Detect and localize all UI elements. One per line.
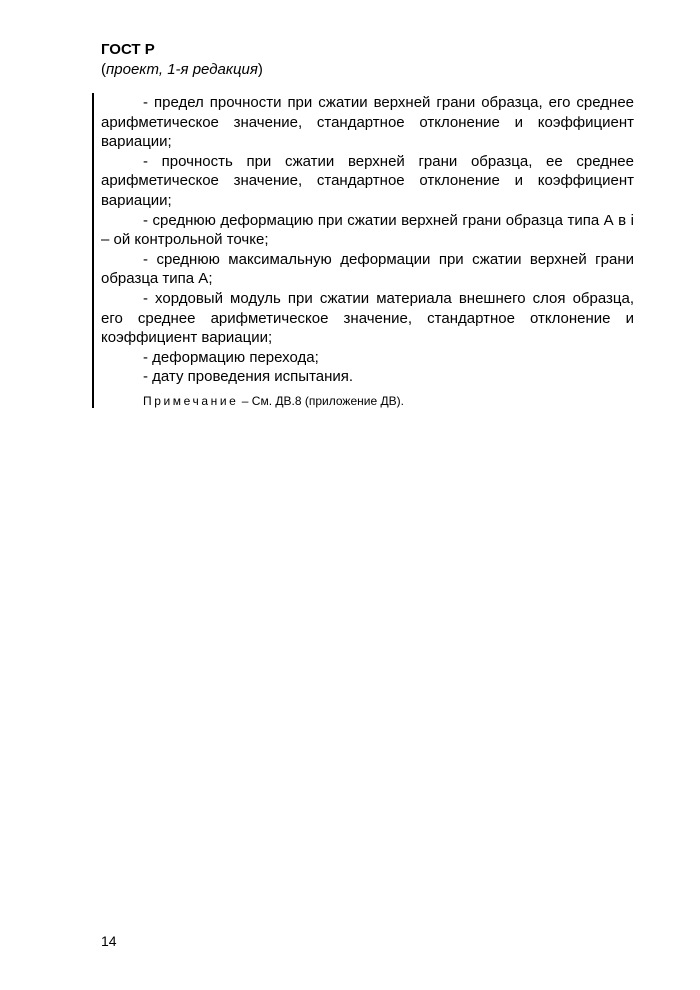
- list-item: - среднюю максимальную деформации при сжатии верхней грани образца типа А;: [101, 250, 634, 288]
- standard-designation: ГОСТ Р: [101, 41, 155, 58]
- edition-note: [101, 60, 501, 80]
- list-item: - дату проведения испытания.: [143, 368, 354, 386]
- note: [143, 393, 634, 410]
- list-item: - деформацию перехода;: [143, 348, 319, 366]
- note-text: – См. ДВ.8 (приложение ДВ).: [238, 393, 404, 408]
- list-item: - хордовый модуль при сжатии материала внешнего слоя образца, его среднее арифметическое значение, стандартное отклонение и коэффициент вариации;: [101, 289, 634, 347]
- page-header: [101, 40, 501, 80]
- results-list: [101, 93, 634, 410]
- edition-close-paren: ): [257, 61, 263, 78]
- list-item: - среднюю деформацию при сжатии верхней грани образца типа А в i – ой контрольной точке;: [101, 211, 634, 249]
- note-label: Примечание: [143, 393, 239, 408]
- page-number: 14: [101, 933, 117, 949]
- list-item: - предел прочности при сжатии верхней грани образца, его среднее арифметическое значение, стандартное отклонение и коэффициент вариации;: [101, 94, 634, 151]
- edition-open-paren: (: [101, 61, 106, 78]
- edition-label: проект, 1-я редакция: [106, 61, 258, 78]
- revision-change-bar: [92, 93, 94, 408]
- list-item: - прочность при сжатии верхней грани образца, ее среднее арифметическое значение, стандартное отклонение и коэффициент вариации;: [101, 152, 634, 209]
